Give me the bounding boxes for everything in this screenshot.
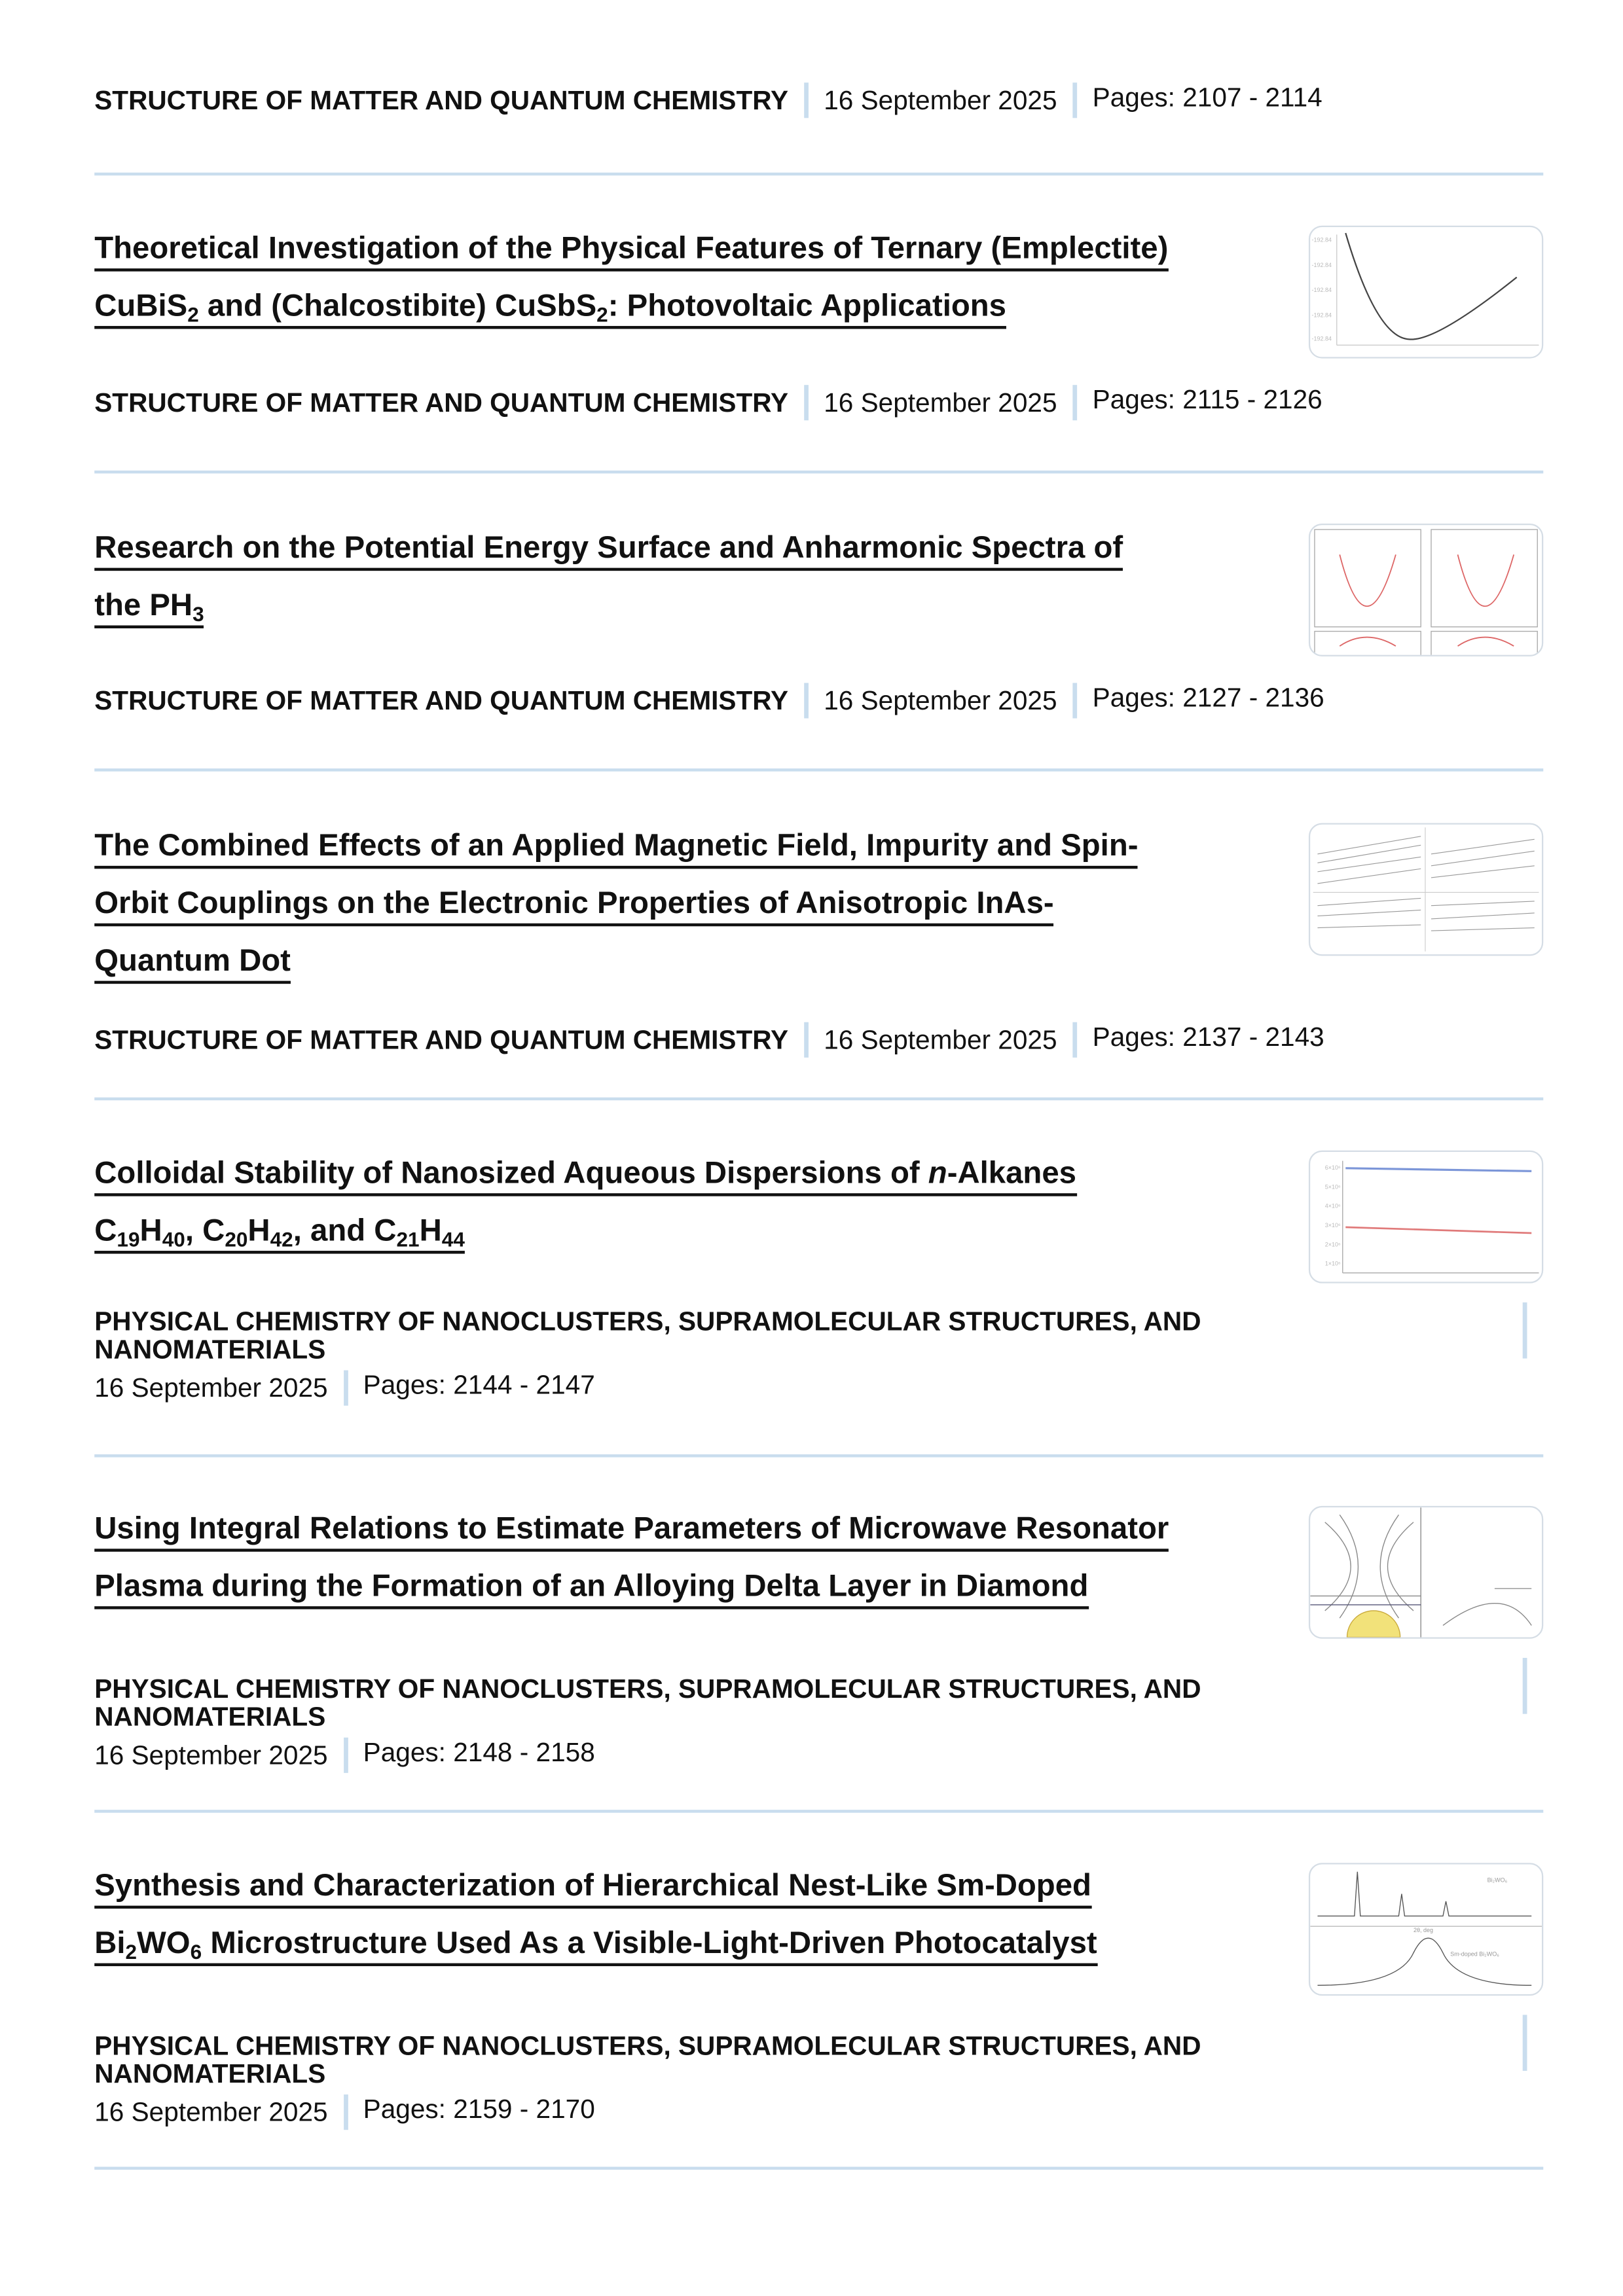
title-text: 2 xyxy=(596,302,608,327)
article-category[interactable]: STRUCTURE OF MATTER AND QUANTUM CHEMISTRY xyxy=(94,685,789,715)
separator xyxy=(805,1022,809,1058)
article-item xyxy=(94,1861,1543,2130)
article-title-line[interactable] xyxy=(94,1867,1091,1909)
divider xyxy=(94,1098,1543,1101)
svg-text:1×10⁶: 1×10⁶ xyxy=(1324,1260,1341,1267)
article-date: 16 September 2025 xyxy=(94,1372,328,1403)
article-title-line[interactable] xyxy=(94,1568,1088,1609)
article-title-line[interactable] xyxy=(94,287,1006,329)
separator xyxy=(805,683,809,718)
article-item xyxy=(94,1149,1543,1406)
title-text: , C xyxy=(185,1213,225,1248)
title-text: , and C xyxy=(293,1213,397,1248)
divider xyxy=(94,2167,1543,2170)
title-text: 19 xyxy=(117,1227,140,1251)
energy-curve-thumbnail[interactable] xyxy=(1309,226,1543,359)
article-title-line[interactable] xyxy=(94,587,204,628)
article-category[interactable]: PHYSICAL CHEMISTRY OF NANOCLUSTERS, SUPRAMOLECULAR STRUCTURES, AND NANOMATERIALS xyxy=(94,1674,1201,1732)
separator xyxy=(1073,385,1078,420)
title-text: Theoretical Investigation of the Physical Features of Ternary (Emplectite) xyxy=(94,231,1169,266)
title-text: 3 xyxy=(192,601,204,626)
divider xyxy=(94,1810,1543,1813)
article-title-line[interactable] xyxy=(94,1925,1097,1966)
divider xyxy=(94,173,1543,176)
article-title-link[interactable] xyxy=(94,224,1275,340)
xrd-spectrum-thumbnail[interactable] xyxy=(1309,1863,1543,1996)
title-text: Plasma during the Formation of an Alloying Delta Layer in Diamond xyxy=(94,1569,1089,1604)
svg-text:2θ, deg: 2θ, deg xyxy=(1413,1927,1433,1934)
separator xyxy=(1523,2015,1527,2071)
article-title-link[interactable] xyxy=(94,524,1275,639)
title-text: Bi xyxy=(94,1926,126,1961)
title-text: n xyxy=(928,1156,947,1191)
title-text: Research on the Potential Energy Surface and Anharmonic Spectra of xyxy=(94,531,1123,565)
separator xyxy=(344,2094,348,2130)
divider xyxy=(94,471,1543,474)
title-text: The Combined Effects of an Applied Magnetic Field, Impurity and Spin- xyxy=(94,829,1139,863)
title-text: CuBiS xyxy=(94,289,188,323)
divider xyxy=(94,1454,1543,1458)
svg-text:-192.84: -192.84 xyxy=(1311,335,1332,342)
svg-text:2×10⁶: 2×10⁶ xyxy=(1324,1241,1341,1248)
title-text: : Photovoltaic Applications xyxy=(608,289,1006,323)
article-title-line[interactable] xyxy=(94,1212,465,1253)
title-text: 2 xyxy=(125,1939,137,1964)
article-meta xyxy=(94,82,1543,118)
article-meta xyxy=(94,683,1543,718)
article-meta xyxy=(94,2032,1543,2130)
svg-text:3×10⁶: 3×10⁶ xyxy=(1324,1221,1341,1229)
title-text: the PH xyxy=(94,588,193,623)
article-item xyxy=(94,82,1543,118)
title-text: Using Integral Relations to Estimate Parameters of Microwave Resonator xyxy=(94,1511,1169,1546)
article-category[interactable]: STRUCTURE OF MATTER AND QUANTUM CHEMISTRY xyxy=(94,387,789,417)
article-meta xyxy=(94,385,1543,420)
article-pages: Pages: 2144 - 2147 xyxy=(363,1369,595,1399)
article-title-line[interactable] xyxy=(94,827,1138,869)
article-title-line[interactable] xyxy=(94,942,291,984)
article-date: 16 September 2025 xyxy=(94,2096,328,2126)
article-title-line[interactable] xyxy=(94,529,1123,571)
article-title-link[interactable] xyxy=(94,1505,1275,1620)
article-item xyxy=(94,821,1543,1058)
article-date: 16 September 2025 xyxy=(824,1024,1057,1054)
title-text: 44 xyxy=(441,1227,465,1251)
title-text: Microstructure Used As a Visible-Light-Driven Photocatalyst xyxy=(202,1926,1097,1961)
article-category[interactable]: PHYSICAL CHEMISTRY OF NANOCLUSTERS, SUPRAMOLECULAR STRUCTURES, AND NANOMATERIALS xyxy=(94,2031,1201,2089)
svg-text:-192.84: -192.84 xyxy=(1311,236,1332,243)
separator xyxy=(1073,683,1078,718)
article-title-link[interactable] xyxy=(94,1149,1275,1265)
article-date: 16 September 2025 xyxy=(94,1740,328,1770)
light-scattering-thumbnail[interactable] xyxy=(1309,1151,1543,1283)
article-category[interactable]: STRUCTURE OF MATTER AND QUANTUM CHEMISTRY xyxy=(94,84,789,115)
title-text: 42 xyxy=(270,1227,293,1251)
article-item xyxy=(94,524,1543,718)
article-title-line[interactable] xyxy=(94,230,1168,272)
title-text: Synthesis and Characterization of Hierarchical Nest-Like Sm-Doped xyxy=(94,1869,1091,1903)
article-title-link[interactable] xyxy=(94,821,1275,994)
svg-text:6×10⁶: 6×10⁶ xyxy=(1324,1164,1341,1172)
separator xyxy=(805,82,809,118)
resonator-diagram-thumbnail[interactable] xyxy=(1309,1506,1543,1639)
divider xyxy=(94,768,1543,772)
separator xyxy=(1523,1658,1527,1714)
svg-text:-192.84: -192.84 xyxy=(1311,287,1332,294)
title-text: -Alkanes xyxy=(947,1156,1077,1191)
svg-text:5×10⁶: 5×10⁶ xyxy=(1324,1183,1341,1191)
article-title-line[interactable] xyxy=(94,1155,1076,1196)
title-text: Orbit Couplings on the Electronic Properties of Anisotropic InAs- xyxy=(94,886,1054,921)
article-date: 16 September 2025 xyxy=(824,685,1057,715)
title-text: 20 xyxy=(225,1227,248,1251)
title-text: 2 xyxy=(187,302,199,327)
title-text: 40 xyxy=(162,1227,185,1251)
title-text: Colloidal Stability of Nanosized Aqueous Dispersions of xyxy=(94,1156,928,1191)
title-text: WO xyxy=(137,1926,191,1961)
article-meta xyxy=(94,1022,1543,1058)
article-title-line[interactable] xyxy=(94,885,1053,926)
separator xyxy=(805,385,809,420)
article-item xyxy=(94,224,1543,421)
article-title-line[interactable] xyxy=(94,1511,1169,1552)
svg-text:-192.84: -192.84 xyxy=(1311,312,1332,319)
article-date: 16 September 2025 xyxy=(824,387,1057,417)
svg-text:4×10⁶: 4×10⁶ xyxy=(1324,1202,1341,1210)
svg-text:Bi₂WO₆: Bi₂WO₆ xyxy=(1487,1876,1508,1884)
article-pages: Pages: 2115 - 2126 xyxy=(1092,384,1322,414)
separator xyxy=(344,1371,348,1406)
article-category[interactable]: PHYSICAL CHEMISTRY OF NANOCLUSTERS, SUPRAMOLECULAR STRUCTURES, AND NANOMATERIALS xyxy=(94,1306,1201,1365)
svg-text:-192.84: -192.84 xyxy=(1311,261,1332,268)
separator xyxy=(1073,82,1078,118)
title-text: H xyxy=(139,1213,162,1248)
article-item xyxy=(94,1505,1543,1773)
article-pages: Pages: 2148 - 2158 xyxy=(363,1736,595,1767)
separator xyxy=(344,1738,348,1773)
article-meta xyxy=(94,1676,1543,1773)
title-text: 21 xyxy=(396,1227,420,1251)
title-text: C xyxy=(94,1213,117,1248)
article-pages: Pages: 2127 - 2136 xyxy=(1092,682,1324,712)
separator xyxy=(1073,1022,1078,1058)
potential-curves-thumbnail[interactable] xyxy=(1309,524,1543,656)
title-text: H xyxy=(247,1213,270,1248)
article-meta xyxy=(94,1308,1543,1406)
title-text: 6 xyxy=(190,1939,202,1964)
article-title-link[interactable] xyxy=(94,1861,1275,1977)
svg-text:Sm-doped Bi₂WO₆: Sm-doped Bi₂WO₆ xyxy=(1450,1950,1499,1958)
energy-levels-thumbnail[interactable] xyxy=(1309,823,1543,956)
separator xyxy=(1523,1302,1527,1359)
article-pages: Pages: 2159 - 2170 xyxy=(363,2093,595,2124)
article-pages: Pages: 2137 - 2143 xyxy=(1092,1021,1324,1051)
title-text: and (Chalcostibite) CuSbS xyxy=(198,289,597,323)
title-text: H xyxy=(419,1213,442,1248)
title-text: Quantum Dot xyxy=(94,944,291,978)
article-date: 16 September 2025 xyxy=(824,84,1057,115)
article-category[interactable]: STRUCTURE OF MATTER AND QUANTUM CHEMISTRY xyxy=(94,1024,789,1054)
article-pages: Pages: 2107 - 2114 xyxy=(1092,82,1322,112)
